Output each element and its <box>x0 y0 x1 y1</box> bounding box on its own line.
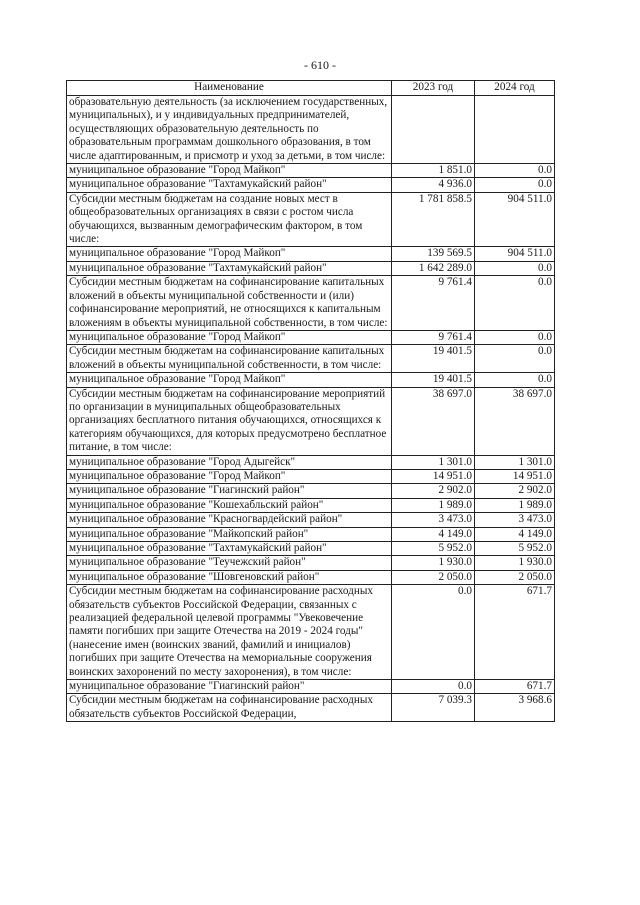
row-name: муниципальное образование "Шовгеновский район" <box>67 570 392 584</box>
table-row <box>67 247 555 261</box>
row-value-2024: 904 511.0 <box>475 192 555 247</box>
row-name: муниципальное образование "Тахтамукайский район" <box>67 542 392 556</box>
row-value-2024: 3 473.0 <box>475 513 555 527</box>
row-value-2023: 19 401.5 <box>392 345 475 373</box>
table-row <box>67 455 555 469</box>
row-value-2023: 2 902.0 <box>392 484 475 498</box>
row-name: муниципальное образование "Тахтамукайский район" <box>67 261 392 275</box>
row-value-2024: 38 697.0 <box>475 387 555 455</box>
row-value-2024: 1 301.0 <box>475 455 555 469</box>
row-name: Субсидии местным бюджетам на софинансирование расходных обязательств субъектов Российской Федерации, <box>67 694 392 722</box>
row-name: муниципальное образование "Гиагинский район" <box>67 484 392 498</box>
row-value-2023: 0.0 <box>392 585 475 680</box>
table-row <box>67 484 555 498</box>
row-value-2023: 139 569.5 <box>392 247 475 261</box>
row-value-2023: 38 697.0 <box>392 387 475 455</box>
row-value-2024: 671.7 <box>475 585 555 680</box>
row-value-2023: 14 951.0 <box>392 469 475 483</box>
table-header-row <box>67 81 555 96</box>
table-row <box>67 373 555 387</box>
page-number: - 610 - <box>304 58 336 72</box>
row-value-2024: 0.0 <box>475 373 555 387</box>
row-value-2023: 1 930.0 <box>392 556 475 570</box>
row-name: Субсидии местным бюджетам на софинансирование капитальных вложений в объекты муниципальной собственности, в том числе: <box>67 345 392 373</box>
row-value-2023: 19 401.5 <box>392 373 475 387</box>
row-name: муниципальное образование "Город Майкоп" <box>67 373 392 387</box>
row-value-2023: 2 050.0 <box>392 570 475 584</box>
table-row <box>67 527 555 541</box>
header-2023: 2023 год <box>392 81 475 96</box>
row-value-2024: 1 989.0 <box>475 498 555 512</box>
row-name: муниципальное образование "Город Майкоп" <box>67 247 392 261</box>
table-row <box>67 469 555 483</box>
row-name: Субсидии местным бюджетам на софинансирование расходных обязательств субъектов Российской Федерации, связанных с реализацией федеральной целевой программы "Увековечение памяти погибших при защите Отечества на 2019 - 2024 годы" (нанесение имен (воинских званий, фамилий и инициалов) погибших при защите Отечества на мемориальные сооружения воинских захоронений по месту захоронения), в том числе: <box>67 585 392 680</box>
row-name: муниципальное образование "Теучежский район" <box>67 556 392 570</box>
row-value-2024: 904 511.0 <box>475 247 555 261</box>
row-value-2023: 1 851.0 <box>392 164 475 178</box>
table-row <box>67 345 555 373</box>
table-row <box>67 542 555 556</box>
row-value-2024: 1 930.0 <box>475 556 555 570</box>
table-row <box>67 585 555 680</box>
budget-table <box>66 80 555 722</box>
row-name: Субсидии местным бюджетам на софинансирование мероприятий по организации в муниципальных общеобразовательных организациях бесплатного питания обучающихся, относящихся к категориям обучающихся, для которых предусмотрено бесплатное питание, в том числе: <box>67 387 392 455</box>
table-row <box>67 192 555 247</box>
table-row <box>67 387 555 455</box>
row-value-2024: 0.0 <box>475 261 555 275</box>
row-name: муниципальное образование "Красногвардейский район" <box>67 513 392 527</box>
row-value-2024: 3 968.6 <box>475 694 555 722</box>
row-value-2024: 2 902.0 <box>475 484 555 498</box>
table-row <box>67 96 555 164</box>
row-value-2023 <box>392 96 475 164</box>
row-value-2024: 0.0 <box>475 164 555 178</box>
row-value-2023: 1 781 858.5 <box>392 192 475 247</box>
row-value-2024 <box>475 96 555 164</box>
table-row <box>67 513 555 527</box>
row-value-2024: 14 951.0 <box>475 469 555 483</box>
row-value-2024: 2 050.0 <box>475 570 555 584</box>
row-name: муниципальное образование "Город Адыгейск" <box>67 455 392 469</box>
row-name: муниципальное образование "Гиагинский район" <box>67 680 392 694</box>
row-name: муниципальное образование "Город Майкоп" <box>67 469 392 483</box>
table-row <box>67 556 555 570</box>
table-row <box>67 164 555 178</box>
row-value-2023: 1 301.0 <box>392 455 475 469</box>
table-row <box>67 680 555 694</box>
row-value-2024: 0.0 <box>475 276 555 331</box>
row-name: муниципальное образование "Город Майкоп" <box>67 164 392 178</box>
row-name: муниципальное образование "Город Майкоп" <box>67 330 392 344</box>
row-name: муниципальное образование "Майкопский район" <box>67 527 392 541</box>
row-value-2023: 5 952.0 <box>392 542 475 556</box>
row-value-2023: 1 642 289.0 <box>392 261 475 275</box>
row-value-2024: 5 952.0 <box>475 542 555 556</box>
row-value-2023: 7 039.3 <box>392 694 475 722</box>
row-value-2024: 0.0 <box>475 345 555 373</box>
row-value-2023: 4 936.0 <box>392 178 475 192</box>
table-row <box>67 570 555 584</box>
table-row <box>67 330 555 344</box>
row-value-2023: 3 473.0 <box>392 513 475 527</box>
row-value-2023: 0.0 <box>392 680 475 694</box>
table-row <box>67 498 555 512</box>
header-2024: 2024 год <box>475 81 555 96</box>
row-name: Субсидии местным бюджетам на софинансирование капитальных вложений в объекты муниципальной собственности и (или) софинансирование мероприятий, не относящихся к капитальным вложениям в объекты муниципальной собственности, в том числе: <box>67 276 392 331</box>
table-row <box>67 261 555 275</box>
table-row <box>67 276 555 331</box>
row-name: муниципальное образование "Кошехабльский район" <box>67 498 392 512</box>
row-name: Субсидии местным бюджетам на создание новых мест в общеобразовательных организациях в связи с ростом числа обучающихся, вызванным демографическим фактором, в том числе: <box>67 192 392 247</box>
table-row <box>67 178 555 192</box>
row-name: муниципальное образование "Тахтамукайский район" <box>67 178 392 192</box>
row-value-2023: 4 149.0 <box>392 527 475 541</box>
header-name: Наименование <box>67 81 392 96</box>
table-row <box>67 694 555 722</box>
row-value-2023: 1 989.0 <box>392 498 475 512</box>
row-value-2024: 4 149.0 <box>475 527 555 541</box>
row-value-2023: 9 761.4 <box>392 330 475 344</box>
row-name: образовательную деятельность (за исключением государственных, муниципальных), и у индивидуальных предпринимателей, осуществляющих образовательную деятельность по образовательным программам дошкольного образования, в том числе адаптированным, и присмотр и уход за детьми, в том числе: <box>67 96 392 164</box>
table-body <box>67 96 555 722</box>
row-value-2024: 671.7 <box>475 680 555 694</box>
row-value-2024: 0.0 <box>475 178 555 192</box>
row-value-2023: 9 761.4 <box>392 276 475 331</box>
row-value-2024: 0.0 <box>475 330 555 344</box>
